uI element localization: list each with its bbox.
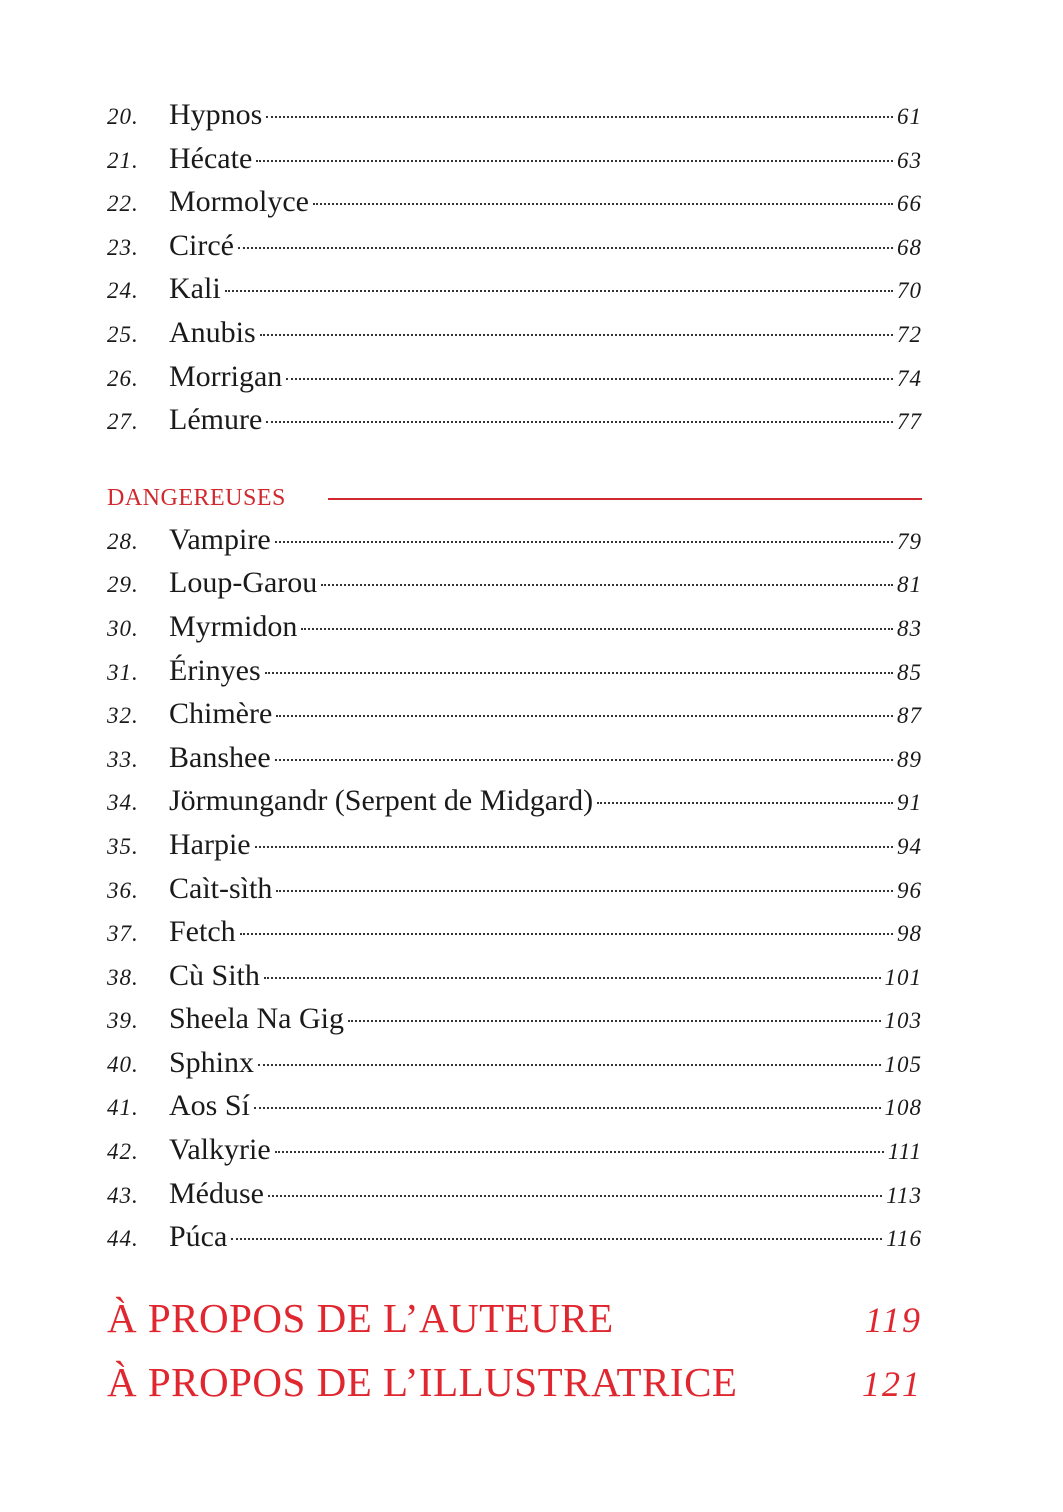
toc-entry-title: Lémure — [169, 403, 263, 437]
toc-entry-page: 63 — [897, 147, 922, 173]
toc-entry-title: Sphinx — [169, 1045, 255, 1079]
toc-entry-number: 43. — [107, 1182, 139, 1208]
dot-leader — [275, 541, 893, 543]
toc-entry-page: 70 — [897, 278, 922, 304]
toc-entry-title: Harpie — [169, 827, 251, 861]
toc-entry-number: 24. — [107, 278, 139, 304]
toc-entry-page: 91 — [897, 790, 922, 816]
toc-entry-number: 25. — [107, 321, 139, 347]
toc-entry[interactable] — [107, 1133, 922, 1177]
toc-entry[interactable] — [107, 872, 922, 916]
dot-leader — [254, 1107, 881, 1109]
toc-entry[interactable] — [107, 697, 922, 741]
toc-entry-title: Érinyes — [169, 653, 261, 687]
toc-entry-number: 39. — [107, 1008, 139, 1034]
toc-entry[interactable] — [107, 610, 922, 654]
toc-entry-title: Jörmungandr (Serpent de Midgard) — [169, 784, 594, 818]
toc-entry-number: 33. — [107, 746, 139, 772]
dot-leader — [256, 160, 893, 162]
toc-entry-page: 105 — [884, 1051, 922, 1077]
dot-leader — [225, 290, 893, 292]
dot-leader — [348, 1020, 881, 1022]
toc-entry-number: 40. — [107, 1051, 139, 1077]
toc-entry[interactable] — [107, 1002, 922, 1046]
toc-entry-number: 42. — [107, 1139, 139, 1165]
toc-entry-page: 68 — [897, 234, 922, 260]
toc-entry[interactable] — [107, 403, 922, 447]
toc-entry-page: 89 — [897, 746, 922, 772]
toc-entry-page: 98 — [897, 921, 922, 947]
toc-entry-page: 74 — [897, 365, 922, 391]
toc-entry-number: 27. — [107, 409, 139, 435]
toc-entry-title: Vampire — [169, 522, 271, 556]
dot-leader — [266, 116, 893, 118]
dot-leader — [321, 584, 893, 586]
toc-entry-title: Chimère — [169, 697, 273, 731]
toc-entry-title: Morrigan — [169, 359, 283, 393]
toc-entry-title: Caìt-sìth — [169, 871, 273, 905]
toc-entry-page: 83 — [897, 615, 922, 641]
about-section — [107, 1294, 922, 1422]
toc-entry[interactable] — [107, 784, 922, 828]
toc-entry[interactable] — [107, 272, 922, 316]
toc-entry-title: Fetch — [169, 915, 236, 949]
toc-entry-number: 35. — [107, 833, 139, 859]
toc-entry-number: 38. — [107, 964, 139, 990]
toc-entry-number: 28. — [107, 528, 139, 554]
dot-leader — [597, 802, 893, 804]
toc-entry[interactable] — [107, 1177, 922, 1221]
toc-entry-number: 22. — [107, 191, 139, 217]
toc-entry-number: 31. — [107, 659, 139, 685]
toc-entry-title: Púca — [169, 1220, 228, 1254]
toc-entry-title: Circé — [169, 228, 234, 262]
dot-leader — [240, 933, 893, 935]
toc-entry-page: 96 — [897, 877, 922, 903]
toc-entry-number: 20. — [107, 104, 139, 129]
toc-entry-number: 21. — [107, 147, 139, 173]
dot-leader — [275, 1151, 884, 1153]
toc-entry-number: 41. — [107, 1095, 139, 1121]
toc-entry-page: 87 — [897, 703, 922, 729]
toc-entry-number: 37. — [107, 921, 139, 947]
toc-entry-title: Hypnos — [169, 98, 263, 131]
toc-entry-title: Loup-Garou — [169, 566, 318, 600]
dot-leader — [238, 247, 893, 249]
toc-entry[interactable] — [107, 828, 922, 872]
dot-leader — [266, 421, 893, 423]
toc-entry[interactable] — [107, 1220, 922, 1264]
toc-entry-page: 61 — [897, 104, 922, 129]
toc-entry-page: 77 — [897, 409, 922, 435]
section-header — [107, 481, 922, 517]
about-entry[interactable] — [107, 1358, 922, 1422]
dot-leader — [301, 628, 893, 630]
about-entry-page: 121 — [862, 1363, 922, 1404]
toc-entry-number: 44. — [107, 1226, 139, 1252]
toc-entry[interactable] — [107, 1046, 922, 1090]
toc-entry-number: 29. — [107, 572, 139, 598]
toc-entry[interactable] — [107, 741, 922, 785]
dot-leader — [275, 759, 893, 761]
toc-entry-page: 79 — [897, 528, 922, 554]
toc-entry-title: Myrmidon — [169, 609, 298, 643]
toc-entry-page: 108 — [884, 1095, 922, 1121]
dot-leader — [286, 378, 893, 380]
toc-entry-title: Aos Sí — [169, 1089, 250, 1123]
toc-entry-page: 103 — [884, 1008, 922, 1034]
toc-entry-page: 111 — [887, 1139, 922, 1165]
table-of-contents — [107, 98, 922, 1422]
toc-entry-title: Hécate — [169, 141, 253, 175]
about-entry-title: À PROPOS DE L’ILLUSTRATRICE — [107, 1358, 738, 1405]
toc-entry-page: 94 — [897, 833, 922, 859]
toc-entry-title: Sheela Na Gig — [169, 1002, 344, 1036]
toc-entry-page: 81 — [897, 572, 922, 598]
toc-entry[interactable] — [107, 523, 922, 567]
dot-leader — [264, 977, 881, 979]
dot-leader — [260, 334, 893, 336]
toc-entry-page: 116 — [886, 1226, 922, 1252]
toc-entry-page: 113 — [886, 1182, 922, 1208]
toc-entry[interactable] — [107, 915, 922, 959]
toc-entry-title: Banshee — [169, 740, 271, 774]
toc-entry-page: 85 — [897, 659, 922, 685]
toc-entry[interactable] — [107, 360, 922, 404]
dot-leader — [276, 890, 893, 892]
dot-leader — [313, 203, 893, 205]
dot-leader — [231, 1238, 882, 1240]
toc-entry-number: 34. — [107, 790, 139, 816]
toc-entry-number: 26. — [107, 365, 139, 391]
dot-leader — [255, 846, 893, 848]
toc-entry[interactable] — [107, 229, 922, 273]
toc-entry[interactable] — [107, 142, 922, 186]
toc-list-part1 — [107, 98, 922, 447]
toc-entry[interactable] — [107, 98, 922, 142]
toc-entry-title: Méduse — [169, 1176, 264, 1210]
toc-entry-number: 30. — [107, 615, 139, 641]
toc-entry[interactable] — [107, 654, 922, 698]
section-label: DANGEREUSES — [107, 485, 286, 512]
toc-entry-title: Kali — [169, 272, 221, 306]
toc-entry-title: Cù Sith — [169, 958, 260, 992]
dot-leader — [258, 1064, 880, 1066]
toc-entry[interactable] — [107, 566, 922, 610]
toc-entry[interactable] — [107, 959, 922, 1003]
dot-leader — [276, 715, 893, 717]
about-entry-page: 119 — [864, 1299, 922, 1340]
toc-entry-page: 72 — [897, 321, 922, 347]
toc-entry-page: 101 — [884, 964, 922, 990]
toc-entry[interactable] — [107, 1089, 922, 1133]
dot-leader — [265, 672, 893, 674]
section-divider — [328, 498, 922, 500]
toc-entry-number: 32. — [107, 703, 139, 729]
about-entry[interactable] — [107, 1294, 922, 1358]
about-entry-title: À PROPOS DE L’AUTEURE — [107, 1294, 614, 1341]
toc-list-part2 — [107, 523, 922, 1264]
toc-entry-title: Mormolyce — [169, 185, 309, 219]
toc-entry-number: 36. — [107, 877, 139, 903]
toc-entry-title: Valkyrie — [169, 1133, 271, 1167]
toc-entry-page: 66 — [897, 191, 922, 217]
dot-leader — [268, 1195, 882, 1197]
toc-entry-title: Anubis — [169, 315, 256, 349]
toc-entry-number: 23. — [107, 234, 139, 260]
toc-entry[interactable] — [107, 185, 922, 229]
toc-entry[interactable] — [107, 316, 922, 360]
